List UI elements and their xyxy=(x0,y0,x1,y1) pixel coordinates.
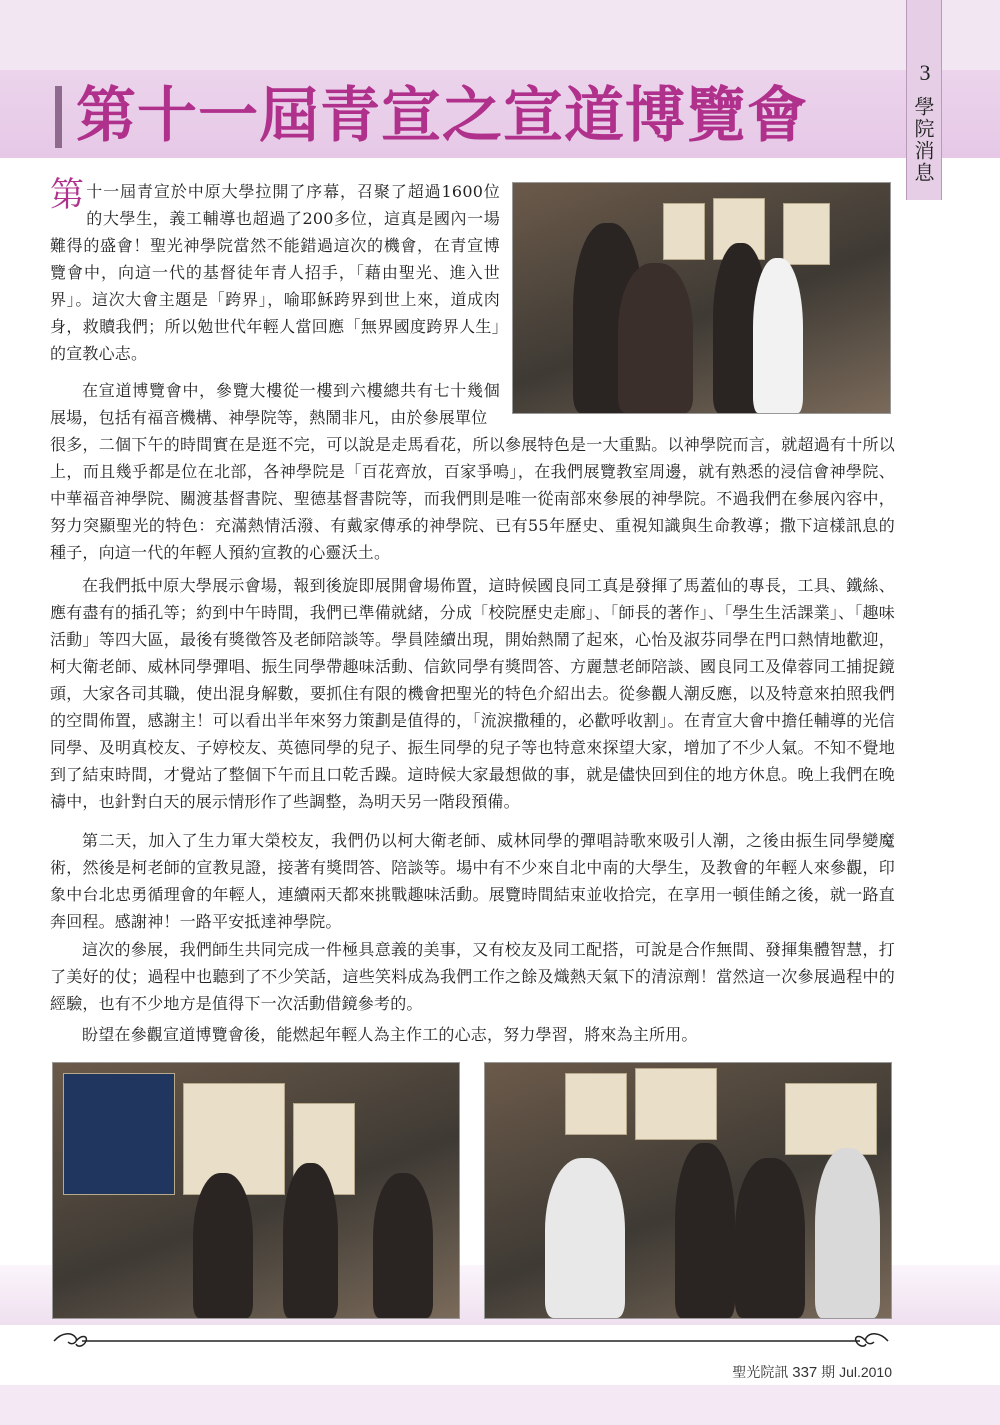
photo-poster xyxy=(783,203,830,265)
photo-person xyxy=(545,1158,625,1318)
article-title: 第十一屆青宣之宣道博覽會 xyxy=(76,81,808,151)
footer-band xyxy=(0,1385,1000,1425)
photo-crowd-interaction xyxy=(484,1062,892,1319)
drop-cap: 第 xyxy=(50,175,85,215)
photo-poster xyxy=(785,1083,877,1155)
photo-poster xyxy=(635,1068,717,1140)
paragraph-1 xyxy=(50,175,500,367)
photo-person xyxy=(675,1143,735,1318)
issue-word: 期 xyxy=(821,1364,836,1380)
title-accent-bar xyxy=(55,86,62,148)
paragraph-2-continued: 很多，二個下午的時間實在是逛不完，可以說是走馬看花，所以參展特色是一大重點。以神學院而言，就超過有十所以上，而且幾乎都是位在北部，各神學院是「百花齊放，百家爭鳴」，在我們展覽教室周邊，就有熟悉的浸信會神學院、中華福音神學院、關渡基督書院、聖德基督書院等，而我們則是唯一從南部來參展的神學院。不過我們在參展內容中，努力突顯聖光的特色：充滿熱情活潑、有戴家傳承的神學院、已有55年歷史、重視知識與生命教導；撒下這樣訊息的種子，向這一代的年輕人預約宣教的心靈沃土。 xyxy=(50,435,895,562)
paragraph-6: 盼望在參觀宣道博覽會後，能燃起年輕人為主作工的心志，努力學習，將來為主所用。 xyxy=(82,1025,698,1044)
paragraph-2-start: 在宣道博覽會中，參覽大樓從一樓到六樓總共有七十幾個展場，包括有福音機構、神學院等，熱鬧非凡，由於參展單位 xyxy=(50,381,500,427)
photo-person xyxy=(193,1173,253,1318)
page-footer xyxy=(732,1362,892,1382)
photo-person xyxy=(815,1148,880,1318)
header-band xyxy=(0,0,1000,70)
paragraph-1-text: 十一屆青宣於中原大學拉開了序幕，召聚了超過1600位的大學生，義工輔導也超過了200多位，這真是國內一場難得的盛會！聖光神學院當然不能錯過這次的機會，在青宣博覽會中，向這一代的基督徒年青人招手，「藉由聖光、進入世界」。這次大會主題是「跨界」，喻耶穌跨界到世上來，道成肉身，救贖我們；所以勉世代年輕人當回應「無界國度跨界人生」的宣教心志。 xyxy=(50,182,500,363)
issue-number: 337 xyxy=(792,1364,818,1381)
paragraph-4: 第二天，加入了生力軍大榮校友，我們仍以柯大衛老師、威林同學的彈唱詩歌來吸引人潮，之後由振生同學變魔術，然後是柯老師的宣教見證，接著有獎問答、陪談等。場中有不少來自北中南的大學生，及教會的年輕人來參觀，印象中台北忠勇循理會的年輕人，連續兩天都來挑戰趣味活動。展覽時間結束並收拾完，在享用一頓佳餚之後，就一路直奔回程。感謝神！一路平安抵達神學院。 xyxy=(50,831,895,931)
publication-name: 聖光院訊 xyxy=(732,1364,789,1380)
photo-person xyxy=(283,1163,338,1318)
photo-poster xyxy=(565,1073,627,1135)
page-number: 3 xyxy=(919,60,931,85)
paragraph-5: 這次的參展，我們師生共同完成一件極具意義的美事，又有校友及同工配搭，可說是合作無間、發揮集體智慧，打了美好的仗；過程中也聽到了不少笑話，這些笑料成為我們工作之餘及熾熱天氣下的清涼劑！當然這一次參展過程中的經驗，也有不少地方是值得下一次活動借鏡參考的。 xyxy=(50,940,895,1013)
photo-person xyxy=(618,263,693,413)
photo-poster xyxy=(663,203,705,260)
photo-poster xyxy=(63,1073,175,1195)
section-label: 學院消息 xyxy=(911,96,935,184)
ornamental-divider xyxy=(52,1330,890,1352)
photo-person xyxy=(735,1158,805,1318)
issue-date: Jul.2010 xyxy=(839,1364,892,1380)
paragraph-3: 在我們抵中原大學展示會場，報到後旋即展開會場佈置，這時候國良同工真是發揮了馬蓋仙的專長，工具、鐵絲、應有盡有的插孔等；約到中午時間，我們已準備就緒，分成「校院歷史走廊」、「師長的著作」、「學生生活課業」、「趣味活動」等四大區，最後有獎徵答及老師陪談等。學員陸續出現，開始熱鬧了起來，心怡及淑芬同學在門口熱情地歡迎，柯大衛老師、威林同學彈唱、振生同學帶趣味活動、信欽同學有獎問答、方麗慧老師陪談、國良同工及偉蓉同工捕捉鏡頭，大家各司其職，使出混身解數，要抓住有限的機會把聖光的特色介紹出去。從參觀人潮反應，以及特意來拍照我們的空間佈置，感謝主！可以看出半年來努力策劃是值得的，「流淚撒種的，必歡呼收割」。在青宣大會中擔任輔導的光信同學、及明真校友、子婷校友、英德同學的兒子、振生同學的兒子等也特意來探望大家，增加了不少人氣。不知不覺地到了結束時間，才覺站了整個下午而且口乾舌躁。這時候大家最想做的事，就是儘快回到住的地方休息。晚上我們在晚禱中，也針對白天的展示情形作了些調整，為明天另一階段預備。 xyxy=(50,576,895,811)
photo-person xyxy=(373,1173,433,1318)
photo-exhibition-visitors xyxy=(512,182,891,414)
photo-booth-display xyxy=(52,1062,460,1319)
photo-person xyxy=(753,258,803,413)
